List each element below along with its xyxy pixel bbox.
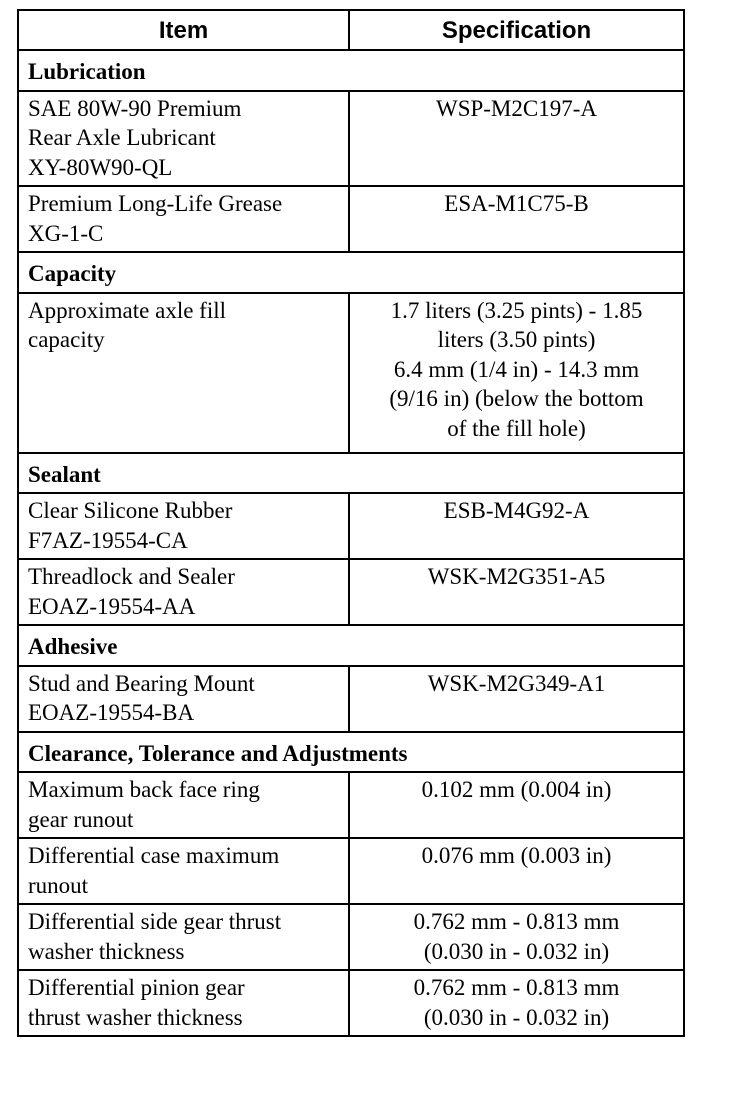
item-line: Maximum back face ring [28, 777, 260, 802]
item-line: Clear Silicone Rubber [28, 498, 233, 523]
table-row [18, 559, 684, 625]
spec-cell [349, 493, 684, 559]
spec-cell [349, 666, 684, 732]
spec-line: (0.030 in - 0.032 in) [423, 1004, 610, 1030]
item-cell [18, 559, 349, 625]
item-cell [18, 186, 349, 252]
spec-line: 1.7 liters (3.25 pints) - 1.85 [390, 297, 643, 323]
item-line: F7AZ-19554-CA [28, 527, 188, 553]
spec-line: (0.030 in - 0.032 in) [423, 938, 610, 964]
item-line: EOAZ-19554-AA [28, 593, 196, 619]
spec-line: ESA-M1C75-B [444, 191, 589, 216]
table-row [18, 772, 684, 838]
table-row [18, 293, 684, 453]
table-row [18, 493, 684, 559]
item-cell [18, 970, 349, 1036]
spec-line: WSK-M2G351-A5 [427, 564, 606, 589]
specification-table [17, 9, 685, 1037]
header-row [18, 10, 684, 50]
spec-cell [349, 772, 684, 838]
spec-cell [349, 559, 684, 625]
spec-cell [349, 904, 684, 970]
spec-cell [349, 91, 684, 187]
header-item [18, 10, 349, 50]
table-row [18, 970, 684, 1036]
item-line: Differential pinion gear [28, 975, 245, 1000]
spec-line: 0.762 mm - 0.813 mm [413, 909, 620, 934]
item-cell [18, 772, 349, 838]
item-cell [18, 293, 349, 453]
spec-line: 0.076 mm (0.003 in) [421, 843, 612, 868]
item-line: gear runout [28, 806, 134, 832]
item-line: XG-1-C [28, 220, 104, 246]
spec-line: ESB-M4G92-A [443, 498, 590, 523]
item-cell [18, 904, 349, 970]
item-line: Differential case maximum [28, 843, 280, 868]
spec-line: WSK-M2G349-A1 [427, 670, 606, 696]
header-item-label: Item [158, 17, 209, 44]
table-row [18, 904, 684, 970]
item-line: Threadlock and Sealer [28, 564, 235, 589]
spec-line: of the fill hole) [447, 415, 586, 441]
item-line: EOAZ-19554-BA [28, 700, 195, 725]
section-title: Capacity [18, 252, 684, 293]
table-row [18, 666, 684, 732]
item-line: Approximate axle fill [28, 297, 226, 323]
item-line: thrust washer thickness [28, 1004, 243, 1030]
item-cell [18, 838, 349, 904]
spec-cell [349, 186, 684, 252]
table-row [18, 838, 684, 904]
item-cell [18, 91, 349, 187]
spec-line: liters (3.50 pints) [437, 327, 596, 352]
section-title: Adhesive [18, 625, 684, 666]
spec-cell [349, 838, 684, 904]
item-line: XY-80W90-QL [28, 154, 173, 180]
spec-line: (9/16 in) (below the bottom [389, 386, 644, 411]
section-row-sealant [18, 453, 684, 494]
spec-line: 0.102 mm (0.004 in) [421, 777, 612, 802]
table-row [18, 186, 684, 252]
item-line: capacity [28, 327, 105, 352]
item-cell [18, 493, 349, 559]
spec-cell [349, 293, 684, 453]
section-title: Sealant [18, 453, 684, 494]
section-title: Clearance, Tolerance and Adjustments [18, 732, 684, 773]
item-line: Stud and Bearing Mount [28, 670, 255, 696]
item-cell [18, 666, 349, 732]
header-specification [349, 10, 684, 50]
item-line: Rear Axle Lubricant [28, 125, 216, 150]
table-row [18, 91, 684, 187]
spec-line: 6.4 mm (1/4 in) - 14.3 mm [393, 356, 640, 382]
spec-cell [349, 970, 684, 1036]
header-specification-label: Specification [441, 17, 592, 44]
section-row-lubrication [18, 50, 684, 91]
item-line: Differential side gear thrust [28, 909, 282, 934]
section-row-adhesive [18, 625, 684, 666]
section-row-clearance [18, 732, 684, 773]
item-line: washer thickness [28, 938, 185, 964]
section-row-capacity [18, 252, 684, 293]
item-line: Premium Long-Life Grease [28, 191, 283, 216]
spec-line: 0.762 mm - 0.813 mm [413, 975, 620, 1000]
item-line: SAE 80W-90 Premium [28, 95, 242, 121]
section-title: Lubrication [18, 50, 684, 91]
spec-line: WSP-M2C197-A [435, 95, 597, 121]
item-line: runout [28, 872, 89, 898]
